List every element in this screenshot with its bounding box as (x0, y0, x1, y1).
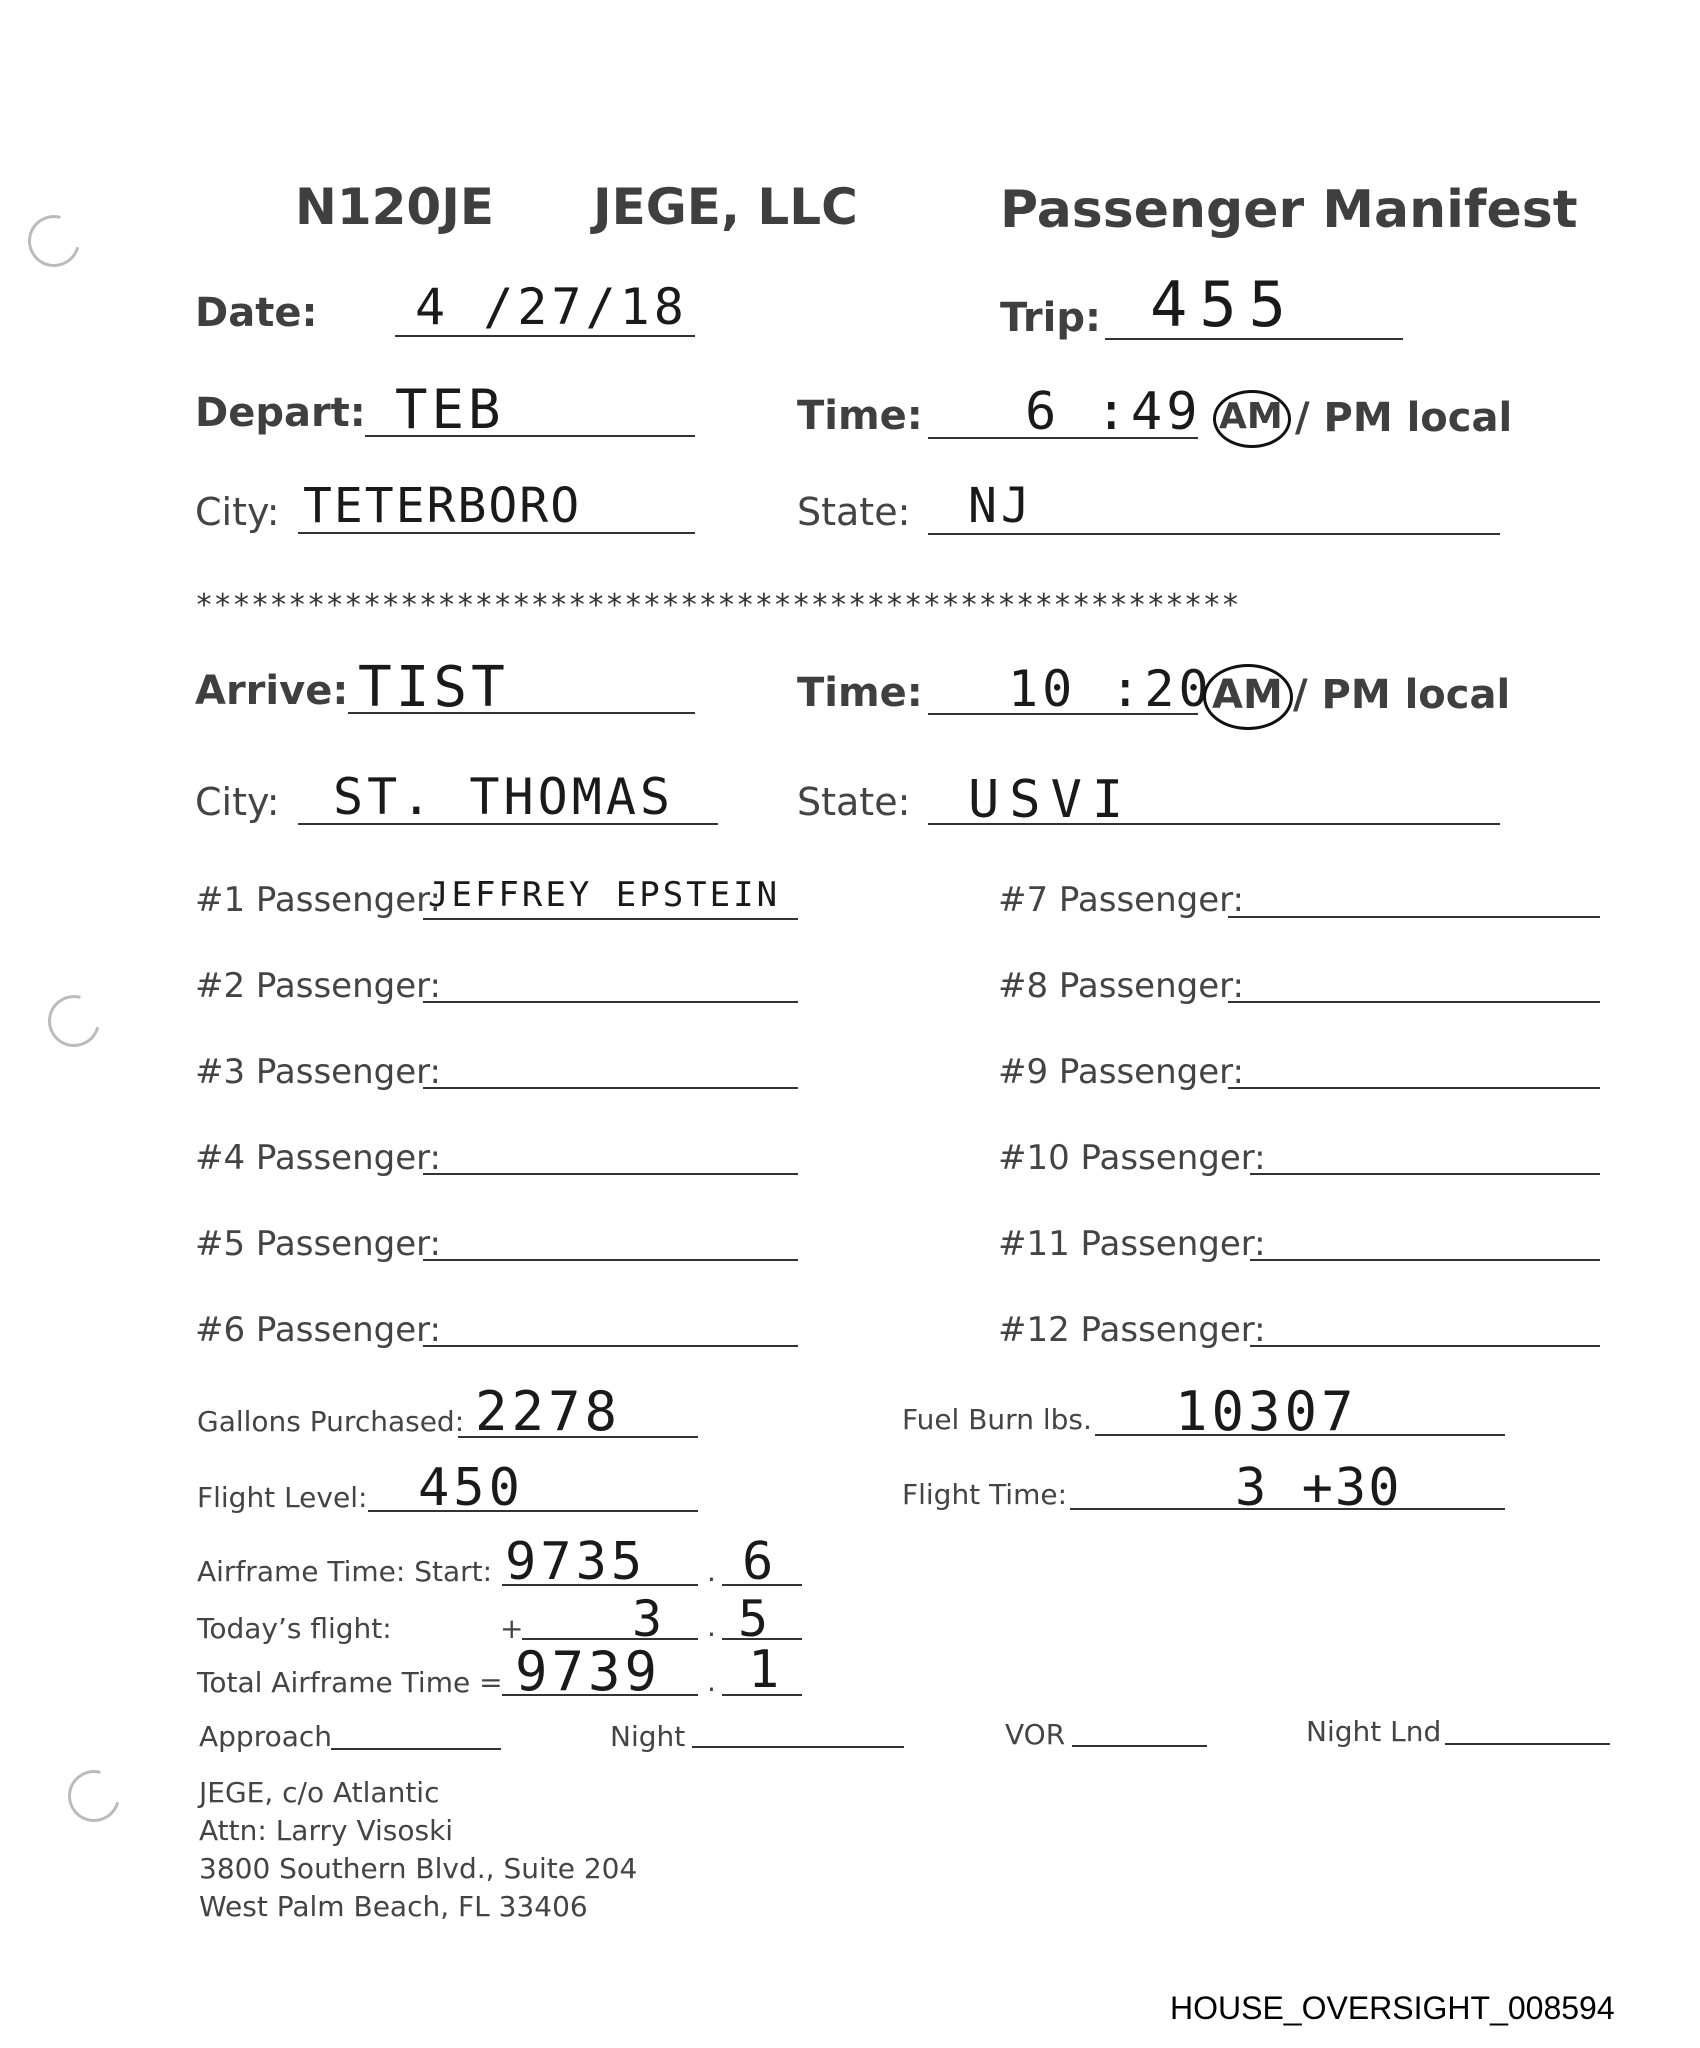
total-airframe-dot: . (707, 1665, 716, 1698)
passenger-9-line (1228, 1087, 1600, 1089)
passenger-11-line (1250, 1259, 1600, 1261)
airframe-start-tenth: 6 (742, 1532, 778, 1592)
approach-line (331, 1748, 501, 1750)
todays-flight-tenth: 5 (738, 1590, 773, 1648)
fuel-burn-label: Fuel Burn lbs. (902, 1403, 1092, 1436)
night-label: Night (610, 1720, 686, 1753)
bates-number: HOUSE_OVERSIGHT_008594 (1170, 1990, 1615, 2026)
arrive-value: TIST (358, 655, 509, 720)
todays-flight-whole: 3 (632, 1590, 667, 1648)
date-label: Date: (195, 290, 318, 336)
gallons-purchased-value: 2278 (475, 1380, 622, 1443)
vor-label: VOR (1005, 1718, 1066, 1751)
punch-hole-top (18, 205, 89, 276)
passenger-7-label: #7 Passenger: (998, 880, 1244, 920)
depart-state-value: NJ (968, 478, 1034, 534)
address-line-4: West Palm Beach, FL 33406 (199, 1890, 588, 1923)
depart-state-label: State: (797, 490, 911, 534)
passenger-4-label: #4 Passenger: (195, 1138, 441, 1178)
passenger-11-label: #11 Passenger: (998, 1224, 1266, 1264)
depart-time-label: Time: (797, 393, 923, 439)
todays-flight-dot: . (707, 1610, 716, 1643)
arrive-time-label: Time: (797, 670, 923, 716)
arrive-label: Arrive: (195, 668, 349, 714)
total-airframe-tenth: 1 (748, 1640, 784, 1700)
depart-ampm-suffix: / PM local (1295, 395, 1513, 441)
punch-hole-middle (38, 985, 109, 1056)
total-airframe-label: Total Airframe Time = (197, 1666, 503, 1699)
passenger-1-label: #1 Passenger: (195, 880, 441, 920)
depart-city-label: City: (195, 490, 280, 534)
airframe-start-whole: 9735 (505, 1532, 647, 1592)
depart-label: Depart: (195, 390, 366, 436)
depart-time-value: 6 :49 (1025, 382, 1202, 442)
arrive-state-label: State: (797, 780, 911, 824)
separator-stars: ******************************************************** (195, 588, 1241, 623)
passenger-1-line (423, 918, 798, 920)
airframe-start-dot: . (707, 1555, 716, 1588)
address-line-3: 3800 Southern Blvd., Suite 204 (199, 1852, 638, 1885)
passenger-5-line (423, 1259, 798, 1261)
passenger-5-label: #5 Passenger: (195, 1224, 441, 1264)
trip-label: Trip: (1000, 295, 1101, 341)
total-airframe-whole: 9739 (515, 1640, 662, 1703)
gallons-purchased-label: Gallons Purchased: (197, 1405, 465, 1438)
passenger-7-line (1228, 916, 1600, 918)
passenger-10-label: #10 Passenger: (998, 1138, 1266, 1178)
night-lnd-line (1445, 1743, 1610, 1745)
passenger-12-label: #12 Passenger: (998, 1310, 1266, 1350)
depart-city-value: TETERBORO (303, 478, 582, 534)
passenger-8-label: #8 Passenger: (998, 966, 1244, 1006)
address-line-1: JEGE, c/o Atlantic (199, 1776, 440, 1809)
flight-level-label: Flight Level: (197, 1481, 368, 1514)
passenger-12-line (1250, 1345, 1600, 1347)
passenger-2-line (423, 1001, 798, 1003)
airframe-start-label: Airframe Time: Start: (197, 1555, 493, 1588)
page-title: Passenger Manifest (1000, 180, 1578, 240)
todays-flight-plus: + (500, 1612, 524, 1645)
arrive-city-label: City: (195, 780, 280, 824)
address-line-2: Attn: Larry Visoski (199, 1814, 454, 1847)
date-value: 4 /27/18 (415, 278, 688, 336)
passenger-1-value: JEFFREY EPSTEIN (428, 875, 781, 915)
fuel-burn-value: 10307 (1175, 1380, 1358, 1443)
depart-value: TEB (395, 378, 505, 441)
flight-time-value: 3 +30 (1235, 1458, 1402, 1518)
approach-label: Approach (199, 1720, 333, 1753)
passenger-3-line (423, 1087, 798, 1089)
arrive-am: AM (1212, 672, 1283, 718)
passenger-6-label: #6 Passenger: (195, 1310, 441, 1350)
night-lnd-label: Night Lnd (1306, 1715, 1442, 1748)
passenger-6-line (423, 1345, 798, 1347)
punch-hole-bottom (58, 1760, 129, 1831)
night-line (692, 1746, 904, 1748)
passenger-3-label: #3 Passenger: (195, 1052, 441, 1092)
passenger-8-line (1228, 1001, 1600, 1003)
flight-level-value: 450 (418, 1458, 524, 1518)
passenger-9-label: #9 Passenger: (998, 1052, 1244, 1092)
arrive-time-value: 10 :20 (1008, 660, 1213, 718)
arrive-ampm-suffix: / PM local (1293, 672, 1511, 718)
arrive-city-value: ST. THOMAS (333, 768, 675, 826)
todays-flight-label: Today’s flight: (197, 1612, 392, 1645)
trip-value: 455 (1150, 268, 1298, 341)
passenger-4-line (423, 1173, 798, 1175)
passenger-10-line (1250, 1173, 1600, 1175)
flight-time-label: Flight Time: (902, 1478, 1068, 1511)
depart-am: AM (1219, 396, 1283, 437)
company-name: JEGE, LLC (593, 178, 858, 236)
tail-number: N120JE (295, 178, 494, 236)
arrive-state-value: USVI (968, 770, 1134, 830)
passenger-2-label: #2 Passenger: (195, 966, 441, 1006)
vor-line (1072, 1745, 1207, 1747)
